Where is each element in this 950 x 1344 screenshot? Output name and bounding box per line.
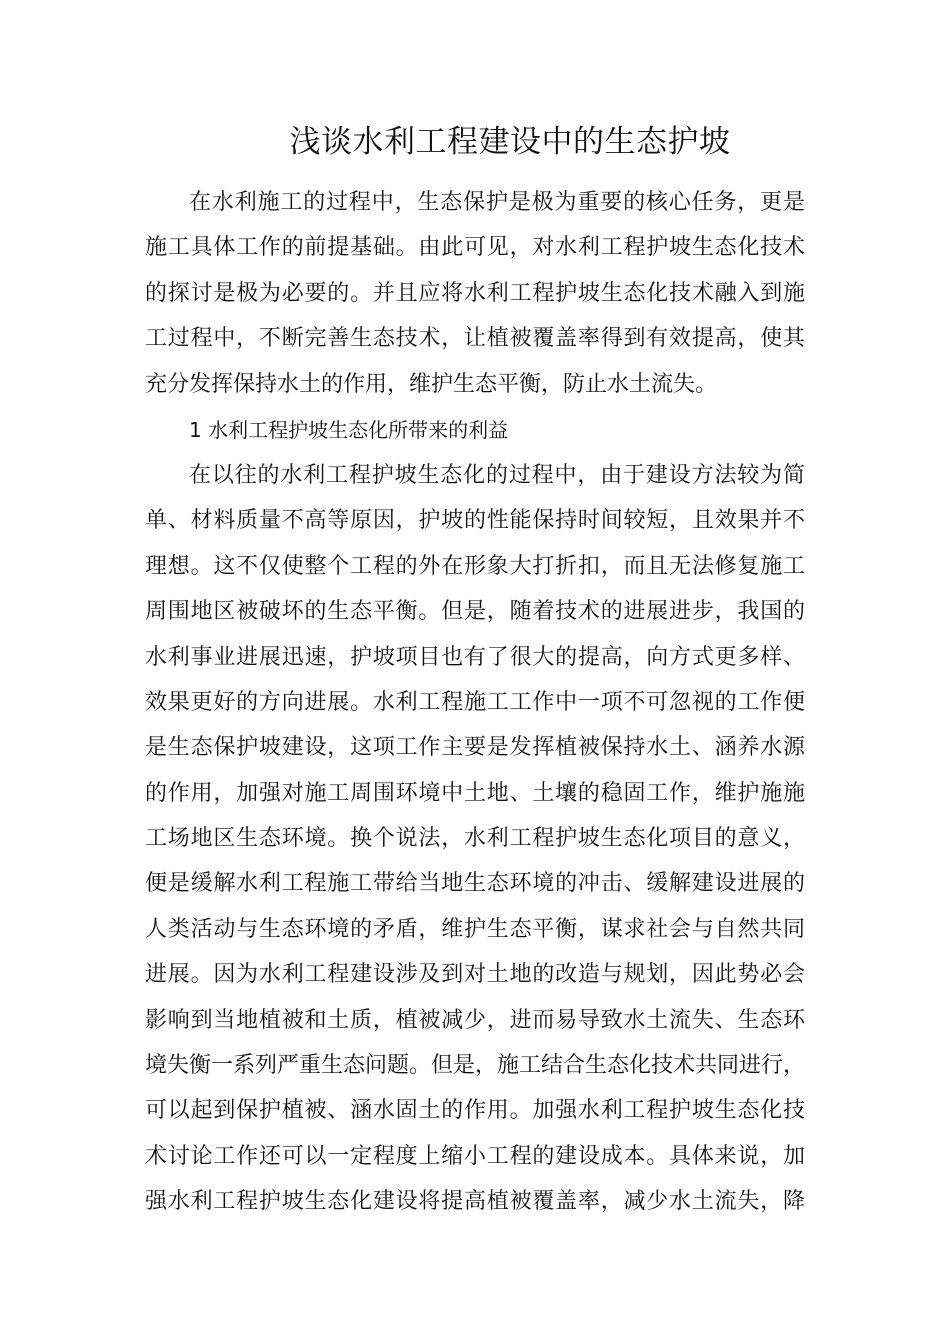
paragraph-line: 可以起到保护植被、涵水固土的作用。加强水利工程护坡生态化技 <box>145 1098 805 1124</box>
paragraph-line: 的作用，加强对施工周围环境中土地、土壤的稳固工作，维护施施 <box>145 780 805 806</box>
paragraph-line: 境失衡一系列严重生态问题。但是，施工结合生态化技术共同进行， <box>145 1053 806 1079</box>
paragraph-line: 理想。这不仅使整个工程的外在形象大打折扣，而且无法修复施工 <box>145 553 805 579</box>
paragraph-line: 工场地区生态环境。换个说法，水利工程护坡生态化项目的意义， <box>145 826 805 852</box>
paragraph-line: 强水利工程护坡生态化建设将提高植被覆盖率，减少水土流失，降 <box>145 1189 805 1215</box>
paragraph-line: 的探讨是极为必要的。并且应将水利工程护坡生态化技术融入到施 <box>145 280 805 306</box>
paragraph-line: 影响到当地植被和土质，植被减少，进而易导致水土流失、生态环 <box>145 1007 805 1033</box>
paragraph-line: 工过程中，不断完善生态技术，让植被覆盖率得到有效提高，使其 <box>145 326 805 352</box>
paragraph-line: 充分发挥保持水土的作用，维护生态平衡，防止水土流失。 <box>145 371 718 397</box>
document-body <box>145 180 805 1225</box>
paragraph-line: 人类活动与生态环境的矛盾，维护生态平衡，谋求社会与自然共同 <box>145 916 805 942</box>
paragraph-line: 是生态保护坡建设，这项工作主要是发挥植被保持水土、涵养水源 <box>145 735 805 761</box>
paragraph-line: 术讨论工作还可以一定程度上缩小工程的建设成本。具体来说，加 <box>145 1143 805 1169</box>
paragraph-line: 效果更好的方向进展。水利工程施工工作中一项不可忽视的工作便 <box>145 689 805 715</box>
paragraph-line: 施工具体工作的前提基础。由此可见，对水利工程护坡生态化技术 <box>145 235 805 261</box>
paragraph-line: 在以往的水利工程护坡生态化的过程中，由于建设方法较为简 <box>189 462 805 488</box>
paragraph-line: 单、材料质量不高等原因，护坡的性能保持时间较短，且效果并不 <box>145 508 805 534</box>
paragraph-line: 水利事业进展迅速，护坡项目也有了很大的提高，向方式更多样、 <box>145 644 805 670</box>
section-heading-1: 1 水利工程护坡生态化所带来的利益 <box>189 417 509 442</box>
paragraph-line: 便是缓解水利工程施工带给当地生态环境的冲击、缓解建设进展的 <box>145 871 805 897</box>
paragraph-line: 周围地区被破坏的生态平衡。但是，随着技术的进展进步，我国的 <box>145 599 805 625</box>
paragraph-1 <box>145 180 805 407</box>
document-title: 浅谈水利工程建设中的生态护坡 <box>289 124 731 160</box>
paragraph-line: 进展。因为水利工程建设涉及到对土地的改造与规划，因此势必会 <box>145 962 805 988</box>
paragraph-line: 在水利施工的过程中，生态保护是极为重要的核心任务，更是 <box>189 190 805 215</box>
paragraph-2 <box>145 453 805 1225</box>
